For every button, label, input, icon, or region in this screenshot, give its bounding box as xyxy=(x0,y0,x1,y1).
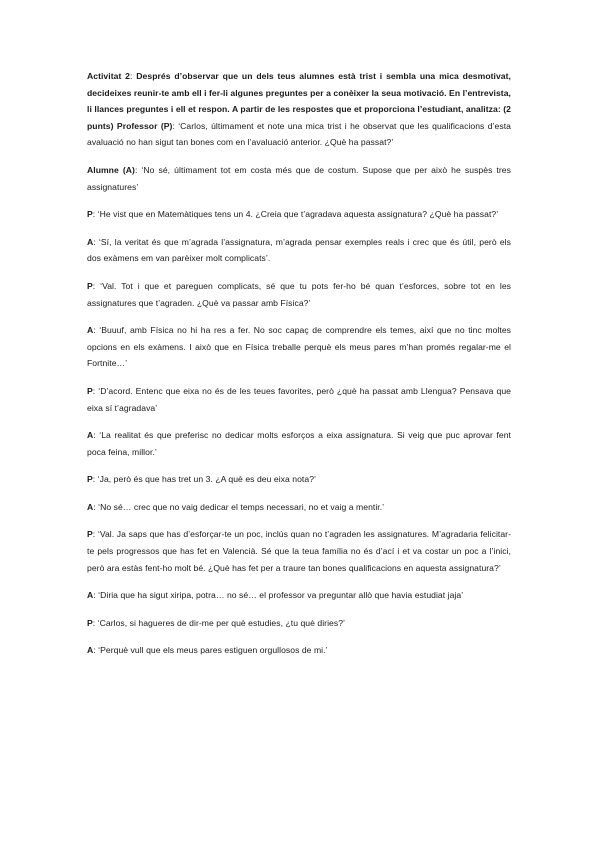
text-run: : xyxy=(130,71,137,81)
text-run: : ‘Buuuf, amb Física no hi ha res a fer. No soc capaç de comprendre els temes, així que no tinc moltes opcions en els exàmens. I això que en Física treballe perquè els meus pares m’han promés regalar-me el Fortnite…’ xyxy=(87,325,511,369)
bold-text-run: Després d’observar que un dels teus alumnes està trist i sembla una mica desmotivat, decideixes reunir-te amb ell i fer-li algunes preguntes per a conèixer la seua motivació. En l’entrevista, li llances preguntes i ell et respon. A partir de les respostes que et proporciona l’estudiant, analitza: (2 punts) xyxy=(87,71,511,131)
dialogue-paragraph xyxy=(87,642,511,659)
text-run: : ‘La realitat és que preferisc no dedicar molts esforços a eixa assignatura. Si veig que puc aprovar fent poca feina, millor.’ xyxy=(87,430,511,457)
text-run: : ‘Val. Ja saps que has d’esforçar-te un poc, inclús quan no t’agraden les assignatures. M’agradaria felicitar-te pels progressos que has fet en Valencià. Sé que la teua família no és d’ací i et va costar un poc a l’inici, però ara estàs fent-ho molt bé. ¿Què has fet per a traure tan bones qualificacions en aquesta assignatura?’ xyxy=(87,529,511,573)
bold-text-run: A xyxy=(87,590,94,601)
dialogue-paragraph xyxy=(87,427,511,460)
bold-text-run: P xyxy=(87,209,93,220)
dialogue-paragraph xyxy=(87,68,511,151)
text-run: : ‘No sé… crec que no vaig dedicar el temps necessari, no et vaig a mentir.’ xyxy=(93,501,385,512)
bold-text-run: A xyxy=(87,325,94,336)
dialogue-paragraph xyxy=(87,587,511,604)
text-run: : ‘Diria que ha sigut xiripa, potra… no sé… el professor va preguntar allò que havia estudiat jaja’ xyxy=(93,590,464,601)
text-run: : ‘Val. Tot i que et pareguen complicats, sé que tu pots fer-ho bé quan t’esforces, sobre tot en les assignatures que t’agraden. ¿Què va passar amb Física?’ xyxy=(87,280,511,308)
dialogue-paragraph xyxy=(87,471,511,488)
dialogue-paragraph xyxy=(87,234,511,267)
text-run: : ‘Carlos, últimament et note una mica trist i he observat que les qualificacions d’esta avaluació no han sigut tan bones com en l’avaluació anterior. ¿Què ha passat?’ xyxy=(87,120,511,148)
text-run: : ‘He vist que en Matemàtiques tens un 4. ¿Creia que t’agradava aquesta assignatura? ¿Què ha passat?’ xyxy=(92,209,499,220)
dialogue-paragraph xyxy=(87,383,511,416)
dialogue-paragraph xyxy=(87,526,511,576)
text-run: : ‘D’acord. Entenc que eixa no és de les teues favorites, però ¿què ha passat amb Llengua? Pensava que eixa sí t’agradava’ xyxy=(87,385,511,413)
bold-text-run: P xyxy=(87,280,93,291)
dialogue-paragraph xyxy=(87,322,511,372)
dialogue-paragraph xyxy=(87,206,511,223)
bold-text-run: A xyxy=(87,236,94,247)
bold-text-run: P xyxy=(87,617,93,628)
document-body xyxy=(87,68,511,659)
bold-text-run: A xyxy=(87,645,94,656)
text-run: : ‘Perquè vull que els meus pares estiguen orgullosos de mi.’ xyxy=(93,645,328,656)
bold-text-run: A xyxy=(87,501,94,512)
text-run: : ‘Sí, la veritat és que m’agrada l’assignatura, m’agrada pensar exemples reals i crec que és útil, però els dos exàmens em van parèixer molt complicats’. xyxy=(87,236,511,264)
dialogue-paragraph xyxy=(87,615,511,632)
bold-text-run: Professor (P) xyxy=(116,120,173,131)
bold-text-run: P xyxy=(87,529,93,540)
dialogue-paragraph xyxy=(87,278,511,311)
text-run: : ‘No sé, últimament tot em costa més que de costum. Supose que per això he suspès tres assignatures’ xyxy=(87,164,511,192)
bold-text-run: Alumne (A) xyxy=(87,164,135,175)
text-run: : ‘Carlos, si hagueres de dir-me per què estudies, ¿tu què diries?’ xyxy=(92,617,346,628)
bold-text-run: A xyxy=(87,430,94,441)
bold-text-run: P xyxy=(87,385,93,396)
text-run: : ‘Ja, però és que has tret un 3. ¿A què es deu eixa nota?’ xyxy=(92,474,316,485)
dialogue-paragraph xyxy=(87,499,511,516)
dialogue-paragraph xyxy=(87,162,511,195)
bold-text-run: Activitat 2 xyxy=(87,71,131,81)
bold-text-run: P xyxy=(87,474,93,485)
